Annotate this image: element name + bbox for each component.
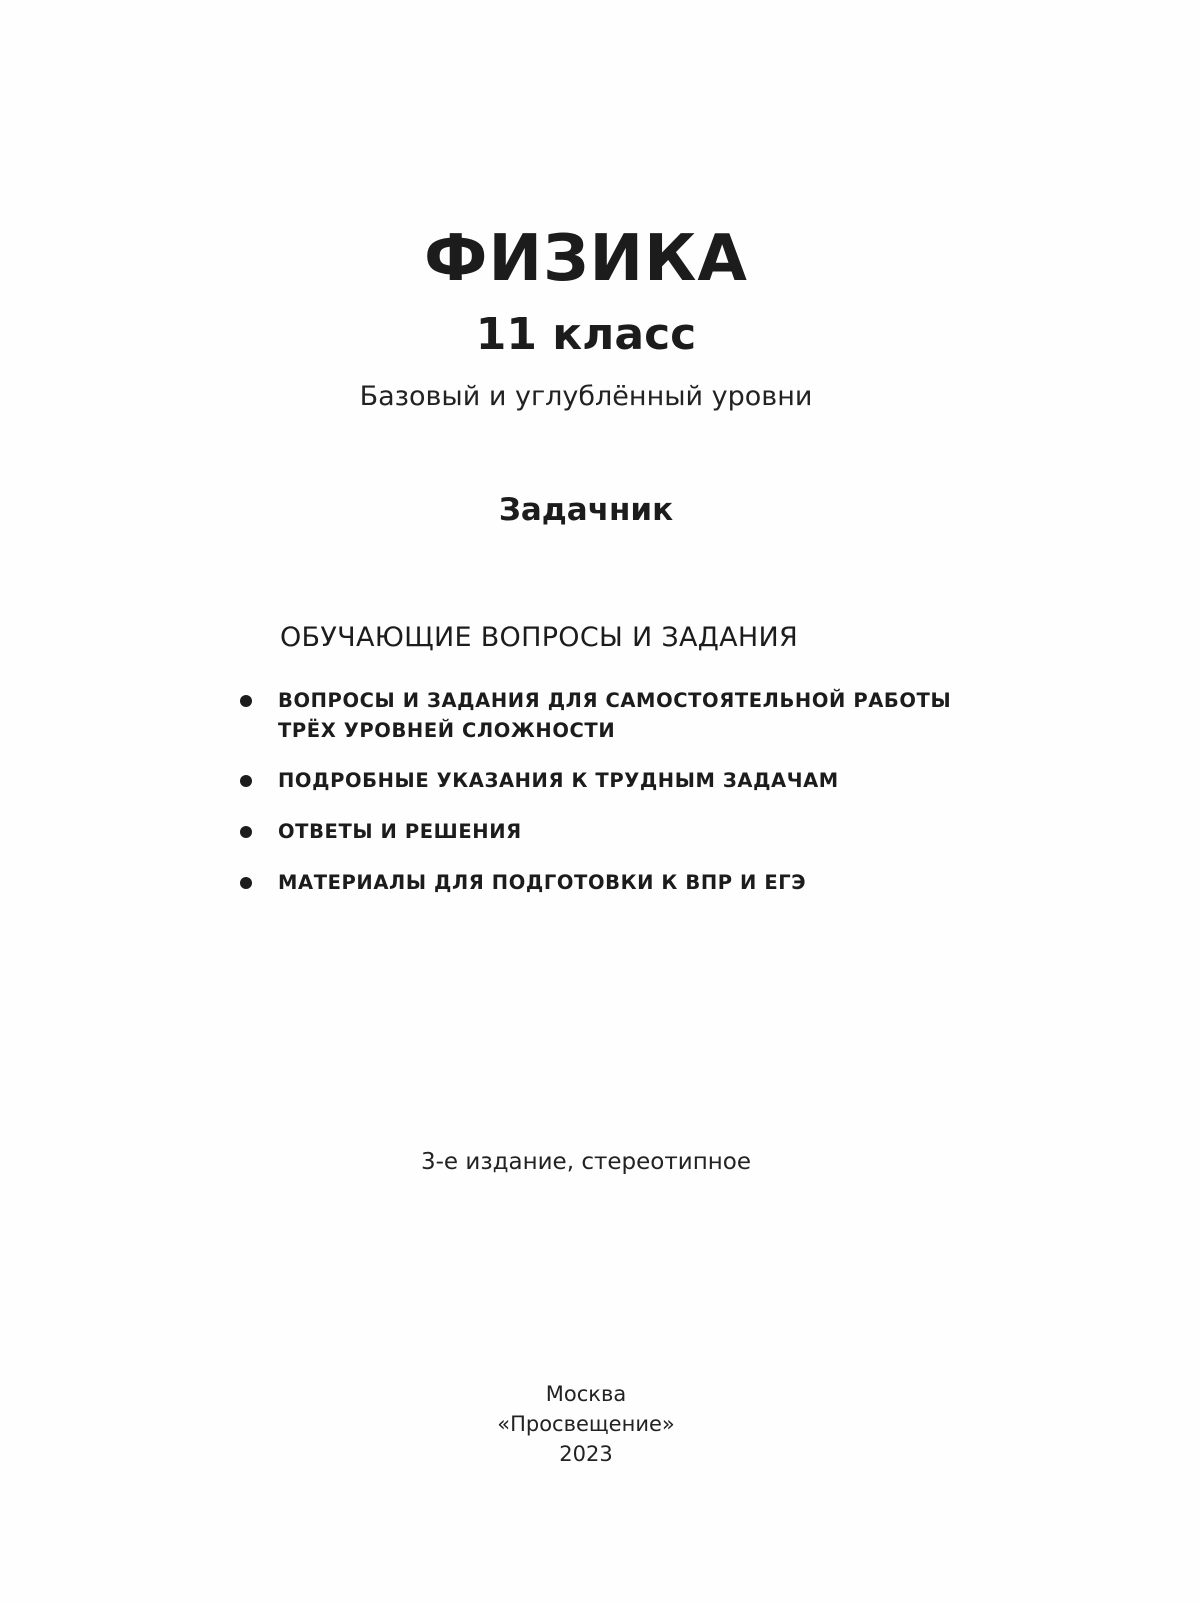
feature-item bbox=[240, 766, 951, 796]
bullet-icon bbox=[240, 695, 252, 707]
book-title: ФИЗИКА bbox=[424, 222, 748, 296]
feature-text-continued: ТРЁХ УРОВНЕЙ СЛОЖНОСТИ bbox=[278, 719, 616, 742]
imprint-year: 2023 bbox=[559, 1442, 613, 1466]
bullet-icon bbox=[240, 826, 252, 838]
feature-text: ПОДРОБНЫЕ УКАЗАНИЯ К ТРУДНЫМ ЗАДАЧАМ bbox=[278, 769, 839, 792]
bullet-icon bbox=[240, 877, 252, 889]
imprint-publisher: «Просвещение» bbox=[497, 1412, 675, 1436]
edition-note: 3-е издание, стереотипное bbox=[421, 1149, 751, 1175]
feature-item bbox=[240, 686, 951, 746]
feature-text: ОТВЕТЫ И РЕШЕНИЯ bbox=[278, 820, 522, 843]
levels-subtitle: Базовый и углублённый уровни bbox=[359, 381, 813, 412]
bullet-icon bbox=[240, 775, 252, 787]
imprint-city: Москва bbox=[545, 1382, 627, 1406]
feature-item bbox=[240, 817, 951, 847]
book-type: Задачник bbox=[498, 492, 674, 528]
feature-text: МАТЕРИАЛЫ ДЛЯ ПОДГОТОВКИ К ВПР И ЕГЭ bbox=[278, 871, 807, 894]
feature-list bbox=[240, 686, 951, 898]
feature-text: ВОПРОСЫ И ЗАДАНИЯ ДЛЯ САМОСТОЯТЕЛЬНОЙ РАБОТЫ bbox=[278, 689, 952, 712]
grade-label: 11 класс bbox=[475, 309, 697, 360]
feature-item bbox=[240, 868, 951, 898]
section-heading: ОБУЧАЮЩИЕ ВОПРОСЫ И ЗАДАНИЯ bbox=[280, 622, 799, 653]
